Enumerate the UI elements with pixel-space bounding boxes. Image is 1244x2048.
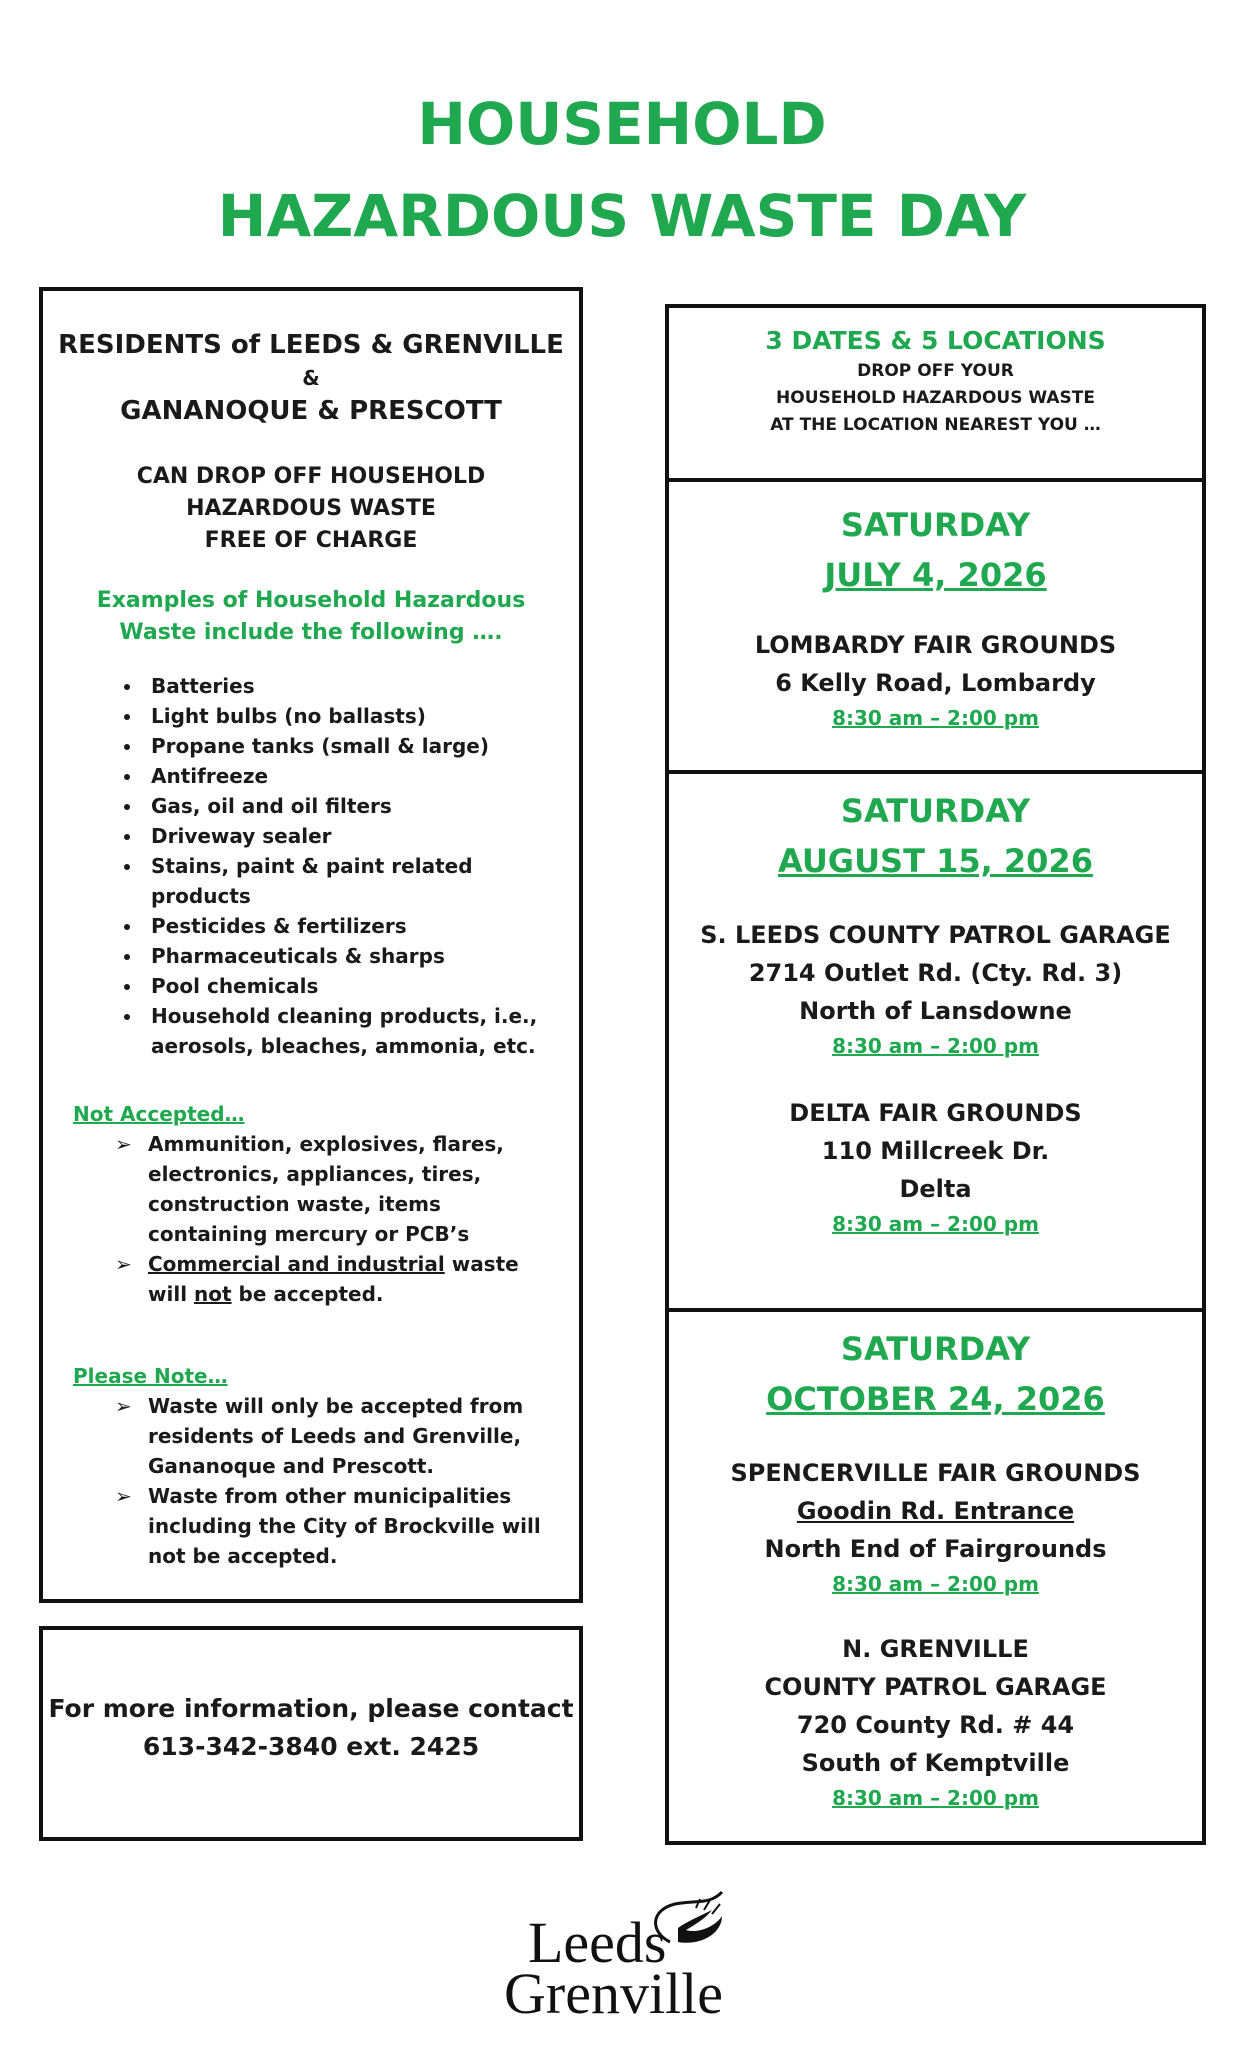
not-accepted-heading: Not Accepted… [73,1102,245,1126]
delta-address: 110 Millcreek Dr. [821,1137,1050,1165]
residents-heading [43,327,579,429]
title-line-2: HAZARDOUS WASTE DAY [217,182,1027,250]
residents-line-2: GANANOQUE & PRESCOTT [120,396,502,426]
dates-intro-line-1: DROP OFF YOUR [857,361,1014,381]
list-item: • Stains, paint & paint related products [143,851,579,911]
july-date: JULY 4, 2026 [824,556,1047,594]
residents-info-box [39,287,583,1603]
please-note-list [43,1391,579,1571]
delta-time: 8:30 am – 2:00 pm [832,1212,1039,1236]
south-leeds-name: S. LEEDS COUNTY PATROL GARAGE [700,921,1171,949]
north-grenville-time: 8:30 am – 2:00 pm [832,1786,1039,1810]
contact-phone: 613-342-3840 ext. 2425 [142,1732,480,1761]
page-title [0,78,1244,262]
drop-line-3: FREE OF CHARGE [204,528,418,553]
august-date: AUGUST 15, 2026 [778,842,1093,880]
contact-box [39,1626,583,1841]
list-item: • Pool chemicals [143,971,579,1001]
north-grenville-direction: South of Kemptville [801,1749,1070,1777]
list-item: • Pharmaceuticals & sharps [143,941,579,971]
lombardy-time: 8:30 am – 2:00 pm [832,706,1039,730]
list-item [115,1249,549,1309]
drop-line-2: HAZARDOUS WASTE [186,496,436,521]
lombardy-address: 6 Kelly Road, Lombardy [775,669,1096,697]
october-date: OCTOBER 24, 2026 [766,1380,1105,1418]
october-section [669,1308,1202,1841]
list-item: • Light bulbs (no ballasts) [143,701,579,731]
examples-heading [43,585,579,649]
spencerville-direction: North End of Fairgrounds [764,1535,1107,1563]
spencerville-time: 8:30 am – 2:00 pm [832,1572,1039,1596]
list-item [115,1391,549,1481]
not-accepted-list [43,1129,579,1309]
logo-word-grenville: Grenville [504,1961,724,2020]
list-item: • Household cleaning products, i.e., aerosols, bleaches, ammonia, etc. [143,1001,579,1061]
drop-off-statement [43,461,579,557]
not-emphasis-text: not [194,1282,232,1306]
hazardous-items-list [43,671,579,1061]
south-leeds-address: 2714 Outlet Rd. (Cty. Rd. 3) [748,959,1123,987]
august-day: SATURDAY [840,792,1031,830]
list-item: • Propane tanks (small & large) [143,731,579,761]
list-item: • Pesticides & fertilizers [143,911,579,941]
residents-line-1: RESIDENTS of LEEDS & GRENVILLE [58,330,564,360]
list-item: • Gas, oil and oil filters [143,791,579,821]
examples-line-1: Examples of Household Hazardous [96,588,526,613]
contact-text [43,1690,579,1766]
october-day: SATURDAY [840,1330,1031,1368]
arrow-bullet-icon: ➢ [115,1132,132,1156]
residents-ampersand: & [302,366,320,390]
list-item: • Batteries [143,671,579,701]
north-grenville-name-1: N. GRENVILLE [842,1635,1029,1663]
arrow-bullet-icon: ➢ [115,1484,132,1508]
list-item [115,1481,549,1571]
dates-intro-line-3: AT THE LOCATION NEAREST YOU … [770,415,1101,435]
please-note-heading: Please Note… [73,1364,228,1388]
not-accepted-item-2-end: be accepted. [231,1282,384,1306]
july-section [669,478,1202,770]
contact-line-1: For more information, please contact [48,1694,574,1723]
spencerville-name: SPENCERVILLE FAIR GROUNDS [730,1459,1141,1487]
south-leeds-direction: North of Lansdowne [799,997,1072,1025]
logo-word-leeds: Leeds [528,1910,667,1975]
please-note-item-1: Waste will only be accepted from residents of Leeds and Grenville, Gananoque and Prescott. [148,1394,524,1478]
july-day: SATURDAY [840,506,1031,544]
leeds-grenville-logo [500,1880,750,2020]
not-accepted-item-2-mid: waste will [148,1252,519,1306]
arrow-bullet-icon: ➢ [115,1394,132,1418]
examples-line-2: Waste include the following …. [119,620,503,645]
delta-town: Delta [899,1175,972,1203]
commercial-industrial-text: Commercial and industrial [148,1252,445,1276]
north-grenville-address: 720 County Rd. # 44 [796,1711,1075,1739]
dates-intro-section [669,308,1202,478]
south-leeds-time: 8:30 am – 2:00 pm [832,1034,1039,1058]
dates-intro-line-2: HOUSEHOLD HAZARDOUS WASTE [776,388,1095,408]
delta-name: DELTA FAIR GROUNDS [789,1099,1082,1127]
drop-line-1: CAN DROP OFF HOUSEHOLD [136,464,486,489]
please-note-item-2: Waste from other municipalities including the City of Brockville will not be accepted. [148,1484,541,1568]
list-item: • Antifreeze [143,761,579,791]
arrow-bullet-icon: ➢ [115,1252,132,1276]
north-grenville-name-2: COUNTY PATROL GARAGE [764,1673,1107,1701]
lombardy-name: LOMBARDY FAIR GROUNDS [754,631,1117,659]
logo-graphic [500,1880,750,2020]
not-accepted-item-1: Ammunition, explosives, flares, electronics, appliances, tires, construction waste, items containing mercury or PCB’s [148,1132,504,1246]
dates-intro-heading: 3 DATES & 5 LOCATIONS [765,326,1106,355]
dates-locations-box [665,304,1206,1845]
list-item: • Driveway sealer [143,821,579,851]
spencerville-entrance: Goodin Rd. Entrance [796,1497,1075,1525]
august-section [669,770,1202,1308]
list-item [115,1129,549,1249]
title-line-1: HOUSEHOLD [417,90,827,158]
